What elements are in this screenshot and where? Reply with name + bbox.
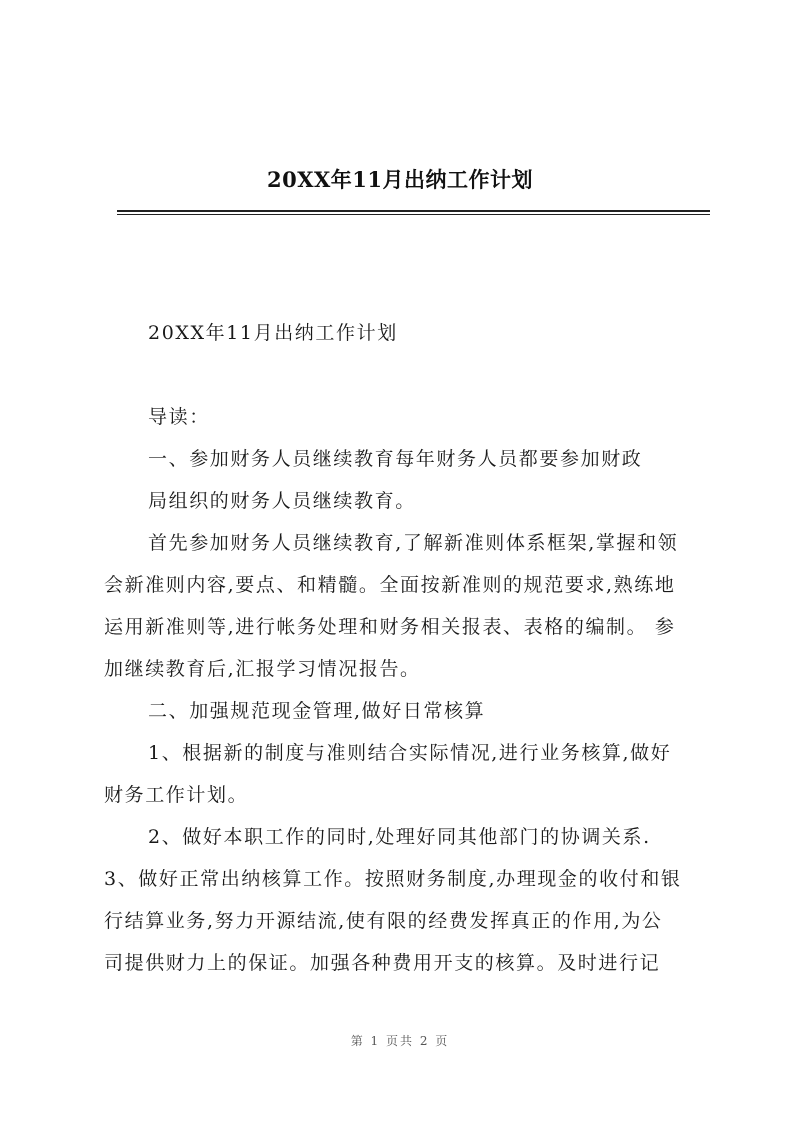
document-title: 20XX年11月出纳工作计划	[148, 322, 398, 344]
header-divider	[117, 210, 710, 215]
paragraph-line: 首先参加财务人员继续教育,了解新准则体系框架,掌握和领	[148, 532, 679, 554]
page-number-footer: 第 1 页共 2 页	[350, 1034, 450, 1048]
paragraph-line: 2、做好本职工作的同时,处理好同其他部门的协调关系.	[148, 826, 651, 848]
paragraph-line: 行结算业务,努力开源结流,使有限的经费发挥真正的作用,为公	[104, 910, 663, 932]
paragraph-line: 财务工作计划。	[104, 784, 249, 806]
paragraph-line: 加继续教育后,汇报学习情况报告。	[104, 658, 421, 680]
paragraph-line: 会新准则内容,要点、和精髓。全面按新准则的规范要求,熟练地	[104, 574, 676, 596]
paragraph-line: 3、做好正常出纳核算工作。按照财务制度,办理现金的收付和银	[104, 868, 682, 890]
paragraph-line: 司提供财力上的保证。加强各种费用开支的核算。及时进行记	[104, 952, 661, 974]
intro-label: 导读：	[148, 406, 210, 428]
paragraph-line: 1、根据新的制度与准则结合实际情况,进行业务核算,做好	[148, 742, 672, 764]
paragraph-line: 局组织的财务人员继续教育。	[148, 490, 416, 512]
section-heading: 二、加强规范现金管理,做好日常核算	[148, 700, 486, 722]
paragraph-line: 一、参加财务人员继续教育每年财务人员都要参加财政	[148, 448, 643, 470]
paragraph-line: 运用新准则等,进行帐务处理和财务相关报表、表格的编制。 参	[104, 616, 676, 638]
page-header-title: 20XX年11月出纳工作计划	[266, 167, 534, 192]
